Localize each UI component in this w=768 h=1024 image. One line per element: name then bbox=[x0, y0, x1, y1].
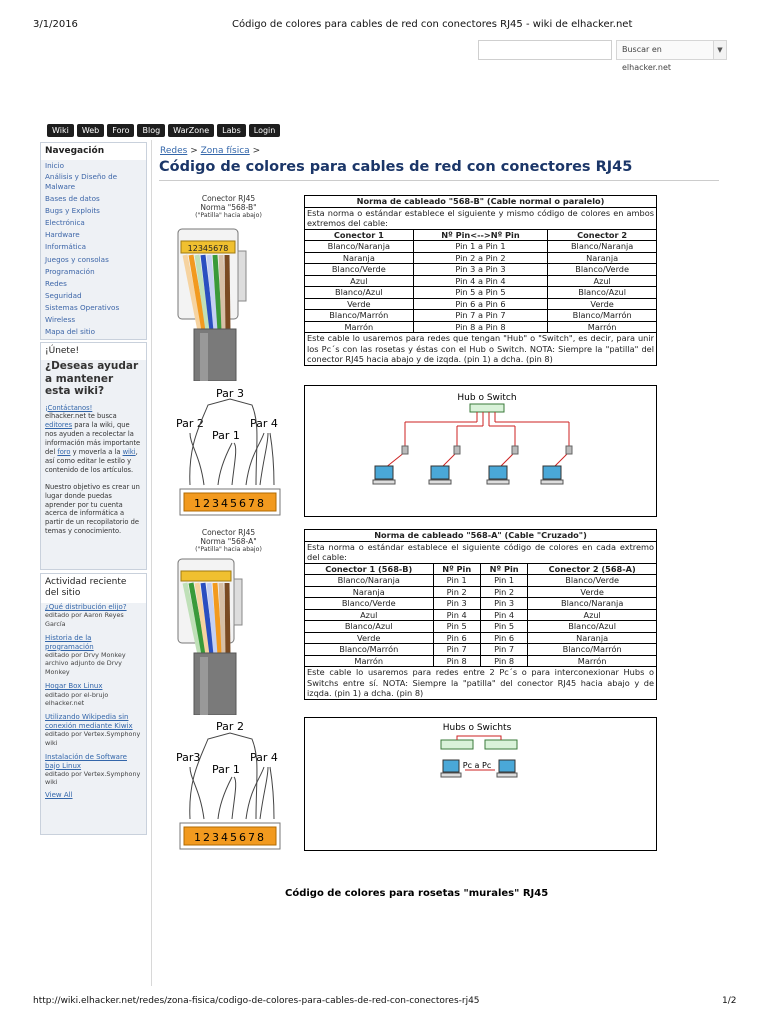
table-cell: Pin 4 a Pin 4 bbox=[413, 275, 548, 287]
pair-label: Par 1 bbox=[212, 763, 240, 776]
join-body: ¡Contáctanos! elhacker.net te busca editores para la wiki, que nos ayuden a recolectar la información más importante del foro y moverla a la wiki, así como editar le estilo y contenido de los artículos. bbox=[45, 403, 141, 474]
nav-blog[interactable]: Blog bbox=[137, 124, 165, 137]
activity-link[interactable]: Instalación de Software bajo Linux bbox=[45, 753, 127, 770]
activity-title: Actividad reciente del sitio bbox=[41, 574, 146, 603]
activity-item: Historia de la programación editado por Drvy Monkey archivo adjunto de Drvy Monkey bbox=[41, 634, 146, 676]
table-cell: Blanco/Verde bbox=[528, 575, 657, 587]
sidebar-item-juegos[interactable]: Juegos y consolas bbox=[45, 254, 109, 264]
view-all-link[interactable]: View All bbox=[45, 790, 73, 799]
page-title: Código de colores para cables de red con conectores RJ45 bbox=[159, 159, 633, 175]
pair-label: Par 3 bbox=[216, 387, 244, 400]
table-cell: Azul bbox=[528, 609, 657, 621]
activity-link[interactable]: Utilizando Wikipedia sin conexión mediante Kiwix bbox=[45, 713, 133, 730]
pin-strip: 12345678 bbox=[194, 497, 266, 510]
pair-label: Par 2 bbox=[216, 720, 244, 733]
rj45-connector-b-illustration bbox=[160, 221, 297, 381]
sidebar-item-bases-datos[interactable]: Bases de datos bbox=[45, 194, 100, 204]
table-568b-title: Norma de cableado "568-B" (Cable normal o paralelo) bbox=[305, 196, 657, 208]
pair-label: Par 4 bbox=[250, 751, 278, 764]
activity-item: Instalación de Software bajo Linux editado por Vertex.Symphony wiki bbox=[45, 753, 141, 787]
table-568b-note: Este cable lo usaremos para redes que tengan "Hub" o "Switch", es decir, para unir los Pc´s con las rosetas y éstas con el Hub o Switch. NOTA: Siempre la "patilla" del conector RJ45 hacia abajo y de izqda. (pin 1) a dcha. (pin 8) bbox=[305, 333, 657, 366]
pc-icon bbox=[443, 760, 459, 772]
table-cell: Blanco/Verde bbox=[548, 264, 657, 276]
table-cell: Pin 2 a Pin 2 bbox=[413, 252, 548, 264]
table-cell: Blanco/Marrón bbox=[528, 644, 657, 656]
join-paragraph-2: Nuestro objetivo es crear un lugar donde puedas aprender por tu cuenta acerca de informática a partir de un recopilatorio de temas y conocimiento. bbox=[45, 482, 140, 536]
pair-label: Par 1 bbox=[212, 429, 240, 442]
section-rosetas-title: Código de colores para rosetas "murales" RJ45 bbox=[285, 888, 549, 899]
sidebar-item-mapa[interactable]: Mapa del sitio bbox=[45, 327, 96, 337]
pc-icon bbox=[373, 466, 563, 484]
table-cell: Pin 1 a Pin 1 bbox=[413, 241, 548, 253]
foro-link[interactable]: foro bbox=[57, 448, 71, 457]
table-cell: Marrón bbox=[305, 655, 434, 667]
table-row bbox=[305, 275, 657, 287]
sidebar-item-hardware[interactable]: Hardware bbox=[45, 230, 80, 240]
sidebar-item-inicio[interactable]: Inicio bbox=[45, 161, 65, 170]
table-cell: Marrón bbox=[305, 321, 414, 333]
pair-label: Par 4 bbox=[250, 417, 278, 430]
connector-b-image: Conector RJ45 Norma "568-B" ("Patilla" hacia abajo) 12345678 bbox=[160, 193, 297, 385]
table-cell: Azul bbox=[548, 275, 657, 287]
sidebar-nav-title: Navegación bbox=[41, 143, 146, 160]
table-cell: Pin 6 a Pin 6 bbox=[413, 298, 548, 310]
sidebar-item-seguridad[interactable]: Seguridad bbox=[45, 290, 82, 300]
breadcrumb-redes[interactable]: Redes bbox=[160, 146, 188, 156]
sidebar-activity bbox=[40, 573, 147, 835]
table-cell: Pin 4 bbox=[480, 609, 527, 621]
col-header: Nº Pin bbox=[480, 563, 527, 575]
nav-web[interactable]: Web bbox=[77, 124, 104, 137]
table-cell: Pin 8 bbox=[480, 655, 527, 667]
table-568b-intro: Esta norma o estándar establece el siguiente y mismo código de colores en ambos extremos del cable: bbox=[305, 207, 657, 229]
activity-item: ¿Qué distribución elijo? editado por Aaron Reyes García bbox=[41, 603, 146, 628]
table-cell: Pin 4 bbox=[433, 609, 480, 621]
table-cell: Pin 6 bbox=[480, 632, 527, 644]
join-title: ¡Únete! bbox=[41, 343, 146, 360]
breadcrumb: Redes > Zona física > bbox=[160, 146, 261, 156]
table-cell: Pin 1 bbox=[480, 575, 527, 587]
table-cell: Pin 5 a Pin 5 bbox=[413, 287, 548, 299]
table-row bbox=[305, 655, 657, 667]
table-568a-body bbox=[305, 575, 657, 667]
sidebar-item-wireless[interactable]: Wireless bbox=[45, 315, 76, 325]
table-cell: Blanco/Marrón bbox=[305, 644, 434, 656]
table-row bbox=[305, 264, 657, 276]
nav-login[interactable]: Login bbox=[249, 124, 281, 137]
diagram-label: Hub o Switch bbox=[457, 393, 517, 403]
activity-link[interactable]: Historia de la programación bbox=[45, 634, 94, 651]
nav-warzone[interactable]: WarZone bbox=[168, 124, 214, 137]
table-row bbox=[305, 575, 657, 587]
sidebar-item-malware[interactable]: Análisis y Diseño de Malware bbox=[45, 172, 118, 191]
print-url: http://wiki.elhacker.net/redes/zona-fisica/codigo-de-colores-para-cables-de-red-con-conectores-rj45 bbox=[33, 996, 480, 1006]
hub-switch-diagram bbox=[304, 385, 657, 517]
table-cell: Blanco/Marrón bbox=[548, 310, 657, 322]
activity-item: Hogar Box Linux editado por el-brujo elhacker.net bbox=[41, 682, 146, 707]
table-cell: Blanco/Naranja bbox=[305, 575, 434, 587]
activity-link[interactable]: ¿Qué distribución elijo? bbox=[45, 603, 127, 611]
col-header: Conector 2 (568-A) bbox=[528, 563, 657, 575]
sidebar-nav-list bbox=[41, 160, 146, 338]
pc-icon bbox=[499, 760, 515, 772]
table-row bbox=[305, 632, 657, 644]
table-row bbox=[305, 241, 657, 253]
chevron-down-icon[interactable]: ▼ bbox=[713, 40, 727, 60]
table-row bbox=[305, 609, 657, 621]
table-cell: Blanco/Naranja bbox=[548, 241, 657, 253]
activity-item: Utilizando Wikipedia sin conexión mediante Kiwix editado por Vertex.Symphony wiki bbox=[45, 713, 141, 747]
svg-text:12345678: 12345678 bbox=[187, 243, 229, 253]
table-568a-note: Este cable lo usaremos para redes entre 2 Pc´s o para interconexionar Hubs o Switchs entre sí. NOTA: Siempre la "patilla" del conector RJ45 hacia abajo y de izqda. (pin 1) a dcha. (pin 8) bbox=[305, 667, 657, 700]
title-divider bbox=[159, 180, 719, 181]
join-heading: ¿Deseas ayudar a mantener esta wiki? bbox=[45, 360, 139, 397]
table-cell: Pin 6 bbox=[433, 632, 480, 644]
col-header: Nº Pin<-->Nº Pin bbox=[413, 229, 548, 241]
table-cell: Azul bbox=[305, 275, 414, 287]
table-cell: Blanco/Naranja bbox=[528, 598, 657, 610]
pin-strip: 12345678 bbox=[194, 831, 266, 844]
table-568a bbox=[304, 529, 657, 700]
table-row bbox=[305, 321, 657, 333]
sidebar-item-bugs[interactable]: Bugs y Exploits bbox=[45, 206, 100, 216]
table-cell: Azul bbox=[305, 609, 434, 621]
table-row bbox=[305, 287, 657, 299]
table-cell: Pin 5 bbox=[433, 621, 480, 633]
sidebar-item-electronica[interactable]: Electrónica bbox=[45, 218, 85, 228]
print-page: 1/2 bbox=[722, 996, 737, 1006]
table-cell: Verde bbox=[305, 298, 414, 310]
nav-labs[interactable]: Labs bbox=[217, 124, 246, 137]
col-header: Conector 1 (568-B) bbox=[305, 563, 434, 575]
table-cell: Pin 7 bbox=[433, 644, 480, 656]
table-row bbox=[305, 598, 657, 610]
table-cell: Blanco/Azul bbox=[305, 287, 414, 299]
table-cell: Blanco/Verde bbox=[305, 264, 414, 276]
table-cell: Blanco/Azul bbox=[528, 621, 657, 633]
pair-label: Par3 bbox=[176, 751, 201, 764]
table-cell: Blanco/Azul bbox=[548, 287, 657, 299]
pairs-diagram-a bbox=[160, 717, 297, 851]
search-input[interactable] bbox=[478, 40, 612, 60]
rj45-connector-a-illustration bbox=[160, 555, 297, 715]
table-cell: Pin 3 bbox=[433, 598, 480, 610]
contact-link[interactable]: ¡Contáctanos! bbox=[45, 403, 93, 412]
sidebar-item-informatica[interactable]: Informática bbox=[45, 242, 87, 252]
nav-foro[interactable]: Foro bbox=[107, 124, 134, 137]
top-navigation bbox=[47, 124, 280, 137]
table-row bbox=[305, 586, 657, 598]
table-cell: Blanco/Marrón bbox=[305, 310, 414, 322]
table-row bbox=[305, 644, 657, 656]
table-cell: Naranja bbox=[305, 586, 434, 598]
diagram-sublabel: Pc a Pc bbox=[462, 761, 492, 770]
breadcrumb-zona-fisica[interactable]: Zona física bbox=[200, 146, 250, 156]
pair-label: Par 2 bbox=[176, 417, 204, 430]
hub-icon bbox=[485, 740, 517, 749]
diagram-label: Hubs o Swichts bbox=[442, 723, 512, 733]
table-cell: Marrón bbox=[528, 655, 657, 667]
connector-a-image: Conector RJ45 Norma "568-A" ("Patilla" hacia abajo) bbox=[160, 527, 297, 717]
crossover-diagram bbox=[304, 717, 657, 851]
table-cell: Pin 5 bbox=[480, 621, 527, 633]
col-header: Conector 1 bbox=[305, 229, 414, 241]
table-cell: Naranja bbox=[548, 252, 657, 264]
table-row bbox=[305, 310, 657, 322]
nav-wiki[interactable]: Wiki bbox=[47, 124, 74, 137]
col-header: Conector 2 bbox=[548, 229, 657, 241]
table-cell: Pin 1 bbox=[433, 575, 480, 587]
table-cell: Pin 8 bbox=[433, 655, 480, 667]
sidebar-join bbox=[40, 342, 147, 570]
table-cell: Pin 2 bbox=[480, 586, 527, 598]
table-568b-body bbox=[305, 241, 657, 333]
table-cell: Pin 2 bbox=[433, 586, 480, 598]
table-568b bbox=[304, 195, 657, 366]
search-button[interactable]: Buscar en elhacker.net bbox=[616, 40, 714, 60]
hub-icon bbox=[441, 740, 473, 749]
wiki-link[interactable]: wiki bbox=[122, 448, 136, 457]
table-cell: Blanco/Verde bbox=[305, 598, 434, 610]
print-date: 3/1/2016 bbox=[33, 19, 78, 30]
table-cell: Pin 3 a Pin 3 bbox=[413, 264, 548, 276]
table-cell: Verde bbox=[528, 586, 657, 598]
table-cell: Pin 7 bbox=[480, 644, 527, 656]
hub-icon bbox=[470, 404, 504, 412]
table-row bbox=[305, 621, 657, 633]
table-cell: Blanco/Azul bbox=[305, 621, 434, 633]
sidebar-item-sistemas[interactable]: Sistemas Operativos bbox=[45, 302, 120, 312]
table-row bbox=[305, 252, 657, 264]
table-row bbox=[305, 298, 657, 310]
table-cell: Verde bbox=[548, 298, 657, 310]
table-568a-title: Norma de cableado "568-A" (Cable "Cruzado") bbox=[305, 530, 657, 542]
table-cell: Pin 3 bbox=[480, 598, 527, 610]
sidebar-navigation bbox=[40, 142, 147, 340]
activity-link[interactable]: Hogar Box Linux bbox=[45, 682, 103, 691]
editors-link[interactable]: editores bbox=[45, 421, 73, 430]
table-cell: Blanco/Naranja bbox=[305, 241, 414, 253]
print-title: Código de colores para cables de red con conectores RJ45 - wiki de elhacker.net bbox=[232, 19, 633, 30]
sidebar-item-redes[interactable]: Redes bbox=[45, 278, 67, 288]
col-header: Nº Pin bbox=[433, 563, 480, 575]
table-cell: Naranja bbox=[528, 632, 657, 644]
table-cell: Marrón bbox=[548, 321, 657, 333]
sidebar-item-programacion[interactable]: Programación bbox=[45, 266, 95, 276]
table-cell: Pin 8 a Pin 8 bbox=[413, 321, 548, 333]
table-568a-intro: Esta norma o estándar establece el siguiente código de colores en cada extremo del cable: bbox=[305, 541, 657, 563]
table-cell: Naranja bbox=[305, 252, 414, 264]
table-cell: Pin 7 a Pin 7 bbox=[413, 310, 548, 322]
table-cell: Verde bbox=[305, 632, 434, 644]
pairs-diagram-b bbox=[160, 385, 297, 517]
